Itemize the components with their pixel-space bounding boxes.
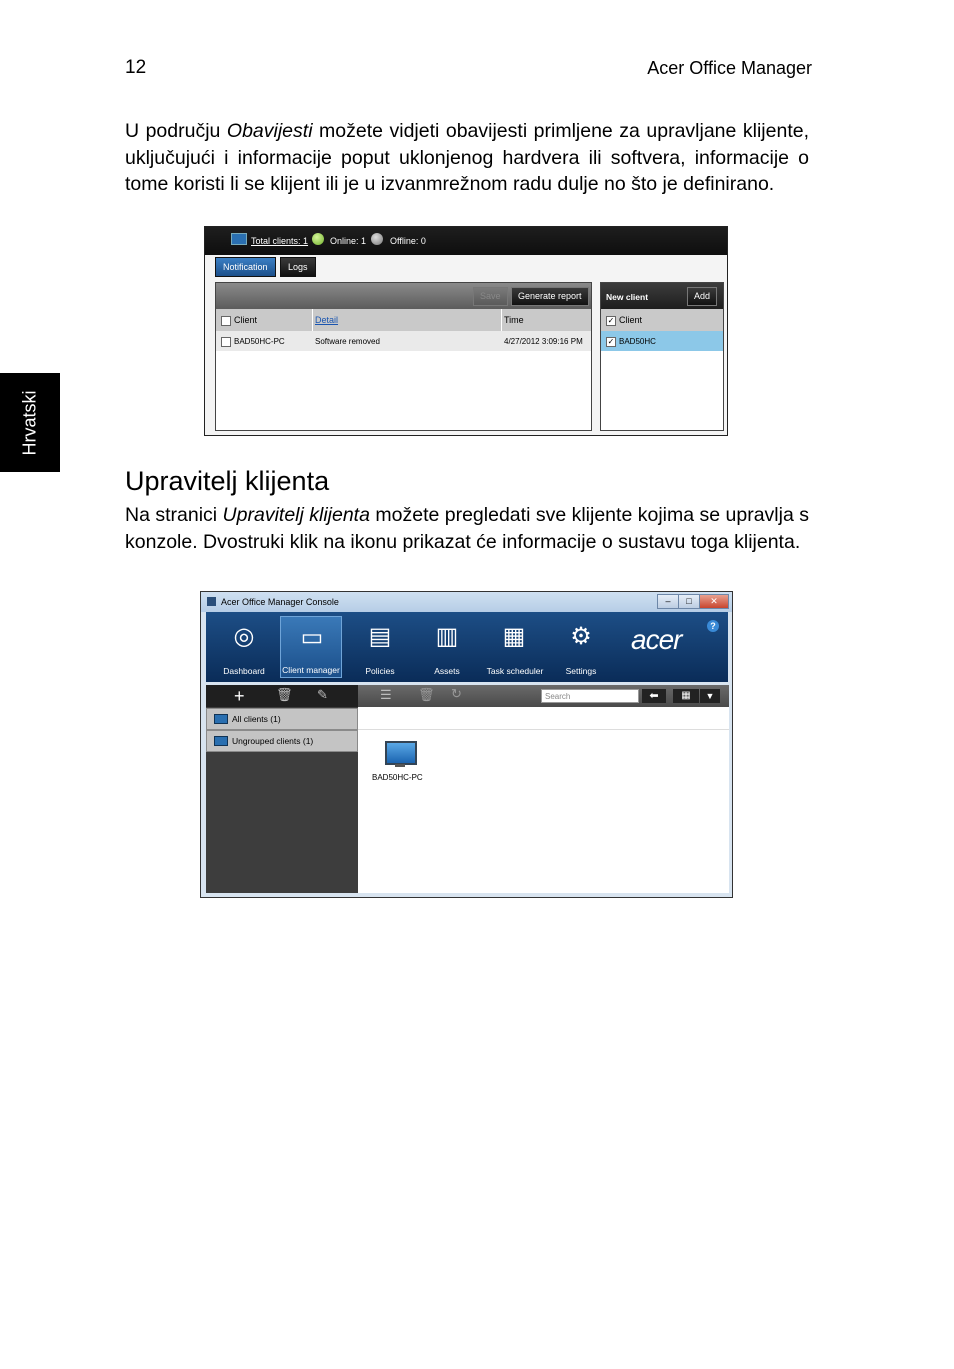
tab-notification[interactable]: Notification	[215, 257, 276, 277]
client-monitor-icon	[385, 741, 417, 765]
group-all-clients[interactable]	[206, 708, 358, 730]
new-client-header	[601, 309, 723, 331]
para2-emphasis: Upravitelj klijenta	[222, 504, 370, 526]
intro-paragraph	[125, 118, 809, 198]
nav-label: Client manager	[282, 665, 340, 675]
client-subheader	[358, 707, 729, 730]
para1-text-a: U području	[125, 120, 227, 142]
assets-icon: ▥	[435, 623, 459, 650]
clients-icon	[231, 233, 247, 245]
add-button[interactable]: Add	[687, 287, 717, 306]
monitor-stand	[395, 764, 405, 767]
new-client-checkbox[interactable]: ✓	[607, 337, 615, 346]
monitor-icon: ▭	[300, 624, 324, 651]
notification-header-row	[216, 309, 591, 331]
group-pane	[206, 685, 358, 893]
column-time[interactable]: Time	[504, 315, 524, 325]
select-all-checkbox[interactable]	[221, 316, 231, 326]
new-client-all-checkbox[interactable]: ✓	[607, 316, 615, 325]
page-number: 12	[125, 57, 147, 78]
table-row[interactable]	[216, 331, 591, 351]
para1-text-b: možete vidjeti obavijesti primljene za upravljane klijente, uključujući i informacije poput uklonjenog hardvera ili softvera, informacije o tome koristi li se klijent ili je u izvanmrežnom radu dulje no što je definirano.	[125, 120, 809, 195]
language-side-tab	[0, 373, 60, 472]
app-icon	[207, 597, 216, 606]
row-checkbox[interactable]	[221, 337, 231, 347]
maximize-icon[interactable]: □	[678, 594, 700, 609]
online-count: Online: 1	[330, 236, 367, 246]
delete-client-icon[interactable]: 🗑	[418, 687, 435, 702]
group-toolbar	[206, 685, 358, 707]
column-client[interactable]: Client	[234, 315, 258, 325]
running-title: Acer Office Manager	[647, 58, 812, 78]
console-screenshot	[200, 591, 733, 898]
total-clients-link[interactable]: Total clients: 1	[251, 236, 309, 246]
nav-label: Assets	[434, 666, 460, 676]
main-navigation	[206, 612, 728, 682]
gear-icon: ⚙	[570, 623, 592, 650]
grid-view-icon[interactable]: ▦	[673, 689, 699, 703]
row-time: 4/27/2012 3:09:16 PM	[504, 337, 583, 346]
window-title: Acer Office Manager Console	[221, 597, 339, 607]
add-group-icon[interactable]: +	[234, 686, 245, 706]
nav-task-scheduler[interactable]	[483, 616, 547, 678]
save-button[interactable]: Save	[473, 287, 508, 306]
nav-label: Settings	[565, 666, 597, 676]
policies-icon: ▤	[368, 623, 392, 650]
list-view-icon[interactable]: ☰	[380, 687, 392, 702]
row-detail: Software removed	[315, 337, 380, 346]
delete-group-icon[interactable]: 🗑	[276, 687, 293, 702]
column-divider	[312, 309, 313, 331]
nav-policies[interactable]	[349, 616, 411, 678]
client-pane	[358, 685, 729, 893]
nav-assets[interactable]	[416, 616, 478, 678]
client-tile[interactable]	[372, 741, 428, 787]
client-toolbar	[358, 685, 729, 707]
nav-dashboard[interactable]	[213, 616, 275, 678]
client-manager-paragraph	[125, 502, 809, 555]
offline-status-icon	[371, 233, 383, 245]
side-tab-label: Hrvatski	[19, 389, 40, 456]
dashboard-icon: ◎	[233, 623, 255, 650]
new-client-toolbar	[601, 283, 723, 309]
column-detail[interactable]: Detail	[315, 315, 339, 325]
row-client: BAD50HC-PC	[234, 337, 285, 346]
group-monitor-icon	[214, 714, 228, 724]
search-input[interactable]: Search	[541, 689, 639, 703]
group-ungrouped-clients[interactable]	[206, 730, 358, 752]
new-client-name: BAD50HC	[619, 337, 656, 346]
nav-client-manager[interactable]	[280, 616, 342, 678]
acer-logo: acer	[631, 624, 682, 655]
online-status-icon	[312, 233, 324, 245]
nav-settings[interactable]	[550, 616, 612, 678]
para1-emphasis: Obavijesti	[226, 120, 313, 142]
nav-label: Dashboard	[223, 666, 265, 676]
calendar-icon: ▦	[502, 623, 526, 650]
refresh-icon[interactable]: ↻	[451, 686, 462, 701]
notification-toolbar	[216, 283, 591, 309]
para2-text-b: možete pregledati sve klijente kojima se upravlja s konzole. Dvostruki klik na ikonu prikazat će informacije o sustavu toga klijenta.	[125, 504, 809, 553]
back-arrow-icon[interactable]: ⬅	[642, 689, 666, 703]
tab-logs[interactable]: Logs	[280, 257, 316, 277]
generate-report-button[interactable]: Generate report	[511, 287, 589, 306]
minimize-icon[interactable]: –	[657, 594, 679, 609]
window-titlebar	[201, 592, 732, 612]
notification-screenshot	[204, 226, 728, 436]
section-heading: Upravitelj klijenta	[125, 466, 330, 496]
nav-label: Policies	[365, 666, 395, 676]
group-label: All clients (1)	[232, 714, 281, 724]
para2-text-a: Na stranici	[125, 504, 223, 526]
group-label: Ungrouped clients (1)	[232, 736, 314, 746]
column-divider	[501, 309, 502, 331]
notification-list-panel	[215, 282, 592, 431]
group-monitor-icon	[214, 736, 228, 746]
nav-label: Task scheduler	[486, 666, 544, 676]
client-name: BAD50HC-PC	[372, 773, 423, 782]
new-client-row[interactable]	[601, 331, 723, 351]
close-icon[interactable]: ✕	[699, 594, 729, 609]
offline-count: Offline: 0	[390, 236, 426, 246]
new-client-title: New client	[606, 292, 649, 302]
new-client-column: Client	[619, 315, 643, 325]
status-bar	[205, 227, 727, 255]
view-dropdown-icon[interactable]: ▼	[700, 689, 720, 703]
help-icon[interactable]: ?	[707, 620, 719, 632]
edit-group-icon[interactable]: ✎	[317, 687, 328, 702]
new-client-panel	[600, 282, 724, 431]
